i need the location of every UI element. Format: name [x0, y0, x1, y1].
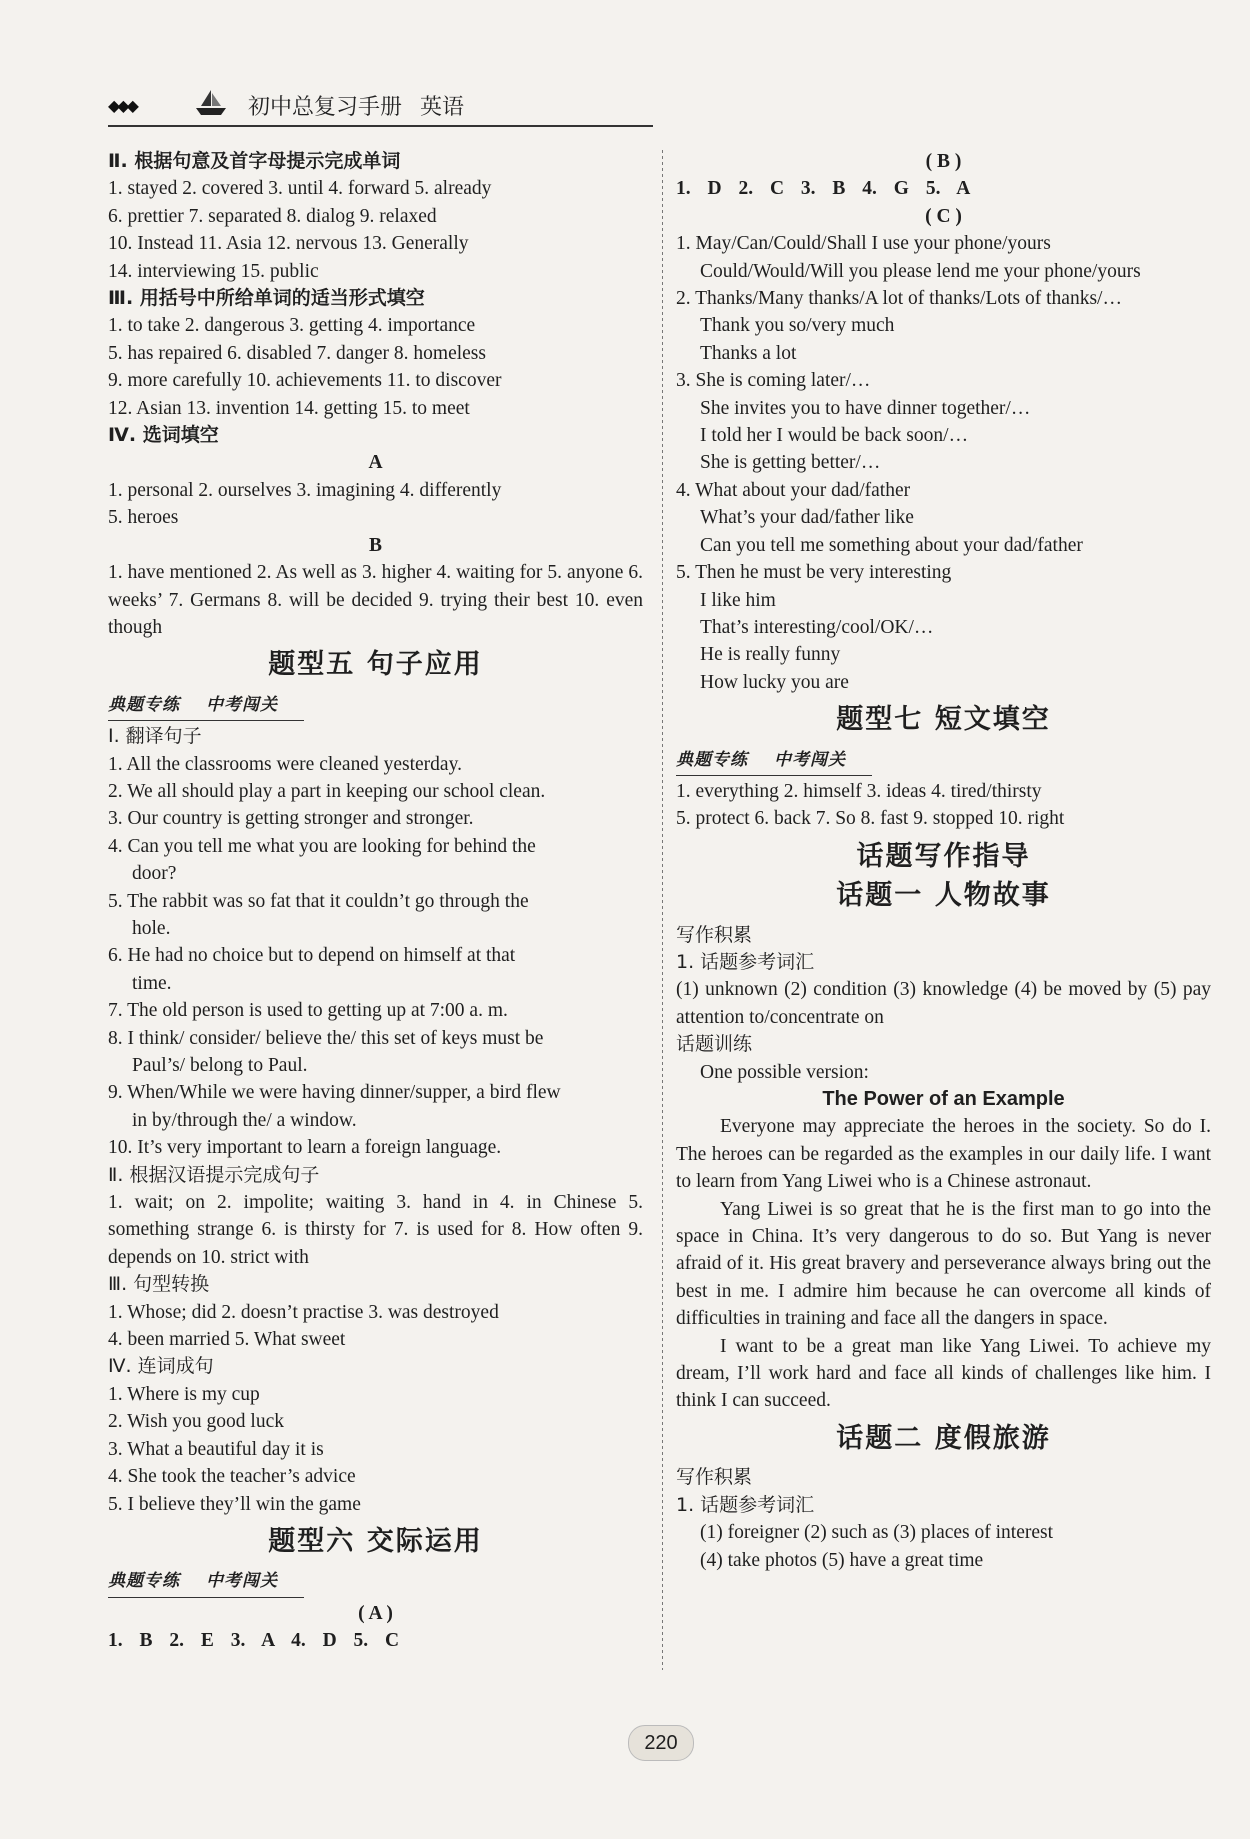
header-rule [108, 125, 653, 127]
answer-line: 7. The old person is used to getting up at 7:00 a. m. [108, 1000, 508, 1022]
answer-line-continued: door? [132, 863, 177, 885]
answer-line: 5. Then he must be very interesting [676, 562, 952, 584]
answer-line-continued: I like him [700, 589, 776, 611]
page-header [108, 88, 1128, 128]
answer-line: 5. heroes [108, 507, 179, 529]
subsection-heading: 写作积累 [676, 923, 753, 946]
answer-line: 6. He had no choice but to depend on himself at that [108, 945, 516, 967]
part-label: ( A ) [358, 1602, 393, 1624]
answer-line-continued: She invites you to have dinner together/… [700, 397, 1031, 419]
answer-line-continued: Paul’s/ belong to Paul. [132, 1055, 308, 1076]
section-title: 题型六 交际运用 [268, 1525, 483, 1557]
answer-line: 1. everything 2. himself 3. ideas 4. tired/thirsty [676, 780, 1042, 802]
answer-line: 1. to take 2. dangerous 3. getting 4. importance [108, 315, 476, 337]
answer-line: 4. What about your dad/father [676, 479, 911, 501]
subsection-heading: 话题训练 [676, 1033, 753, 1056]
answer-line: 1. personal 2. ourselves 3. imagining 4. differently [108, 479, 502, 501]
diamond-icon: ◆◆◆ [108, 98, 136, 115]
answer-line: 14. interviewing 15. public [108, 260, 319, 282]
answer-line-continued: Can you tell me something about your dad/father [700, 534, 1083, 556]
section-banner [108, 692, 304, 721]
answer-line: 1. D 2. C 3. B 4. G 5. A [676, 178, 971, 200]
answer-line: 1. Where is my cup [108, 1383, 260, 1405]
answer-line: 4. She took the teacher’s advice [108, 1466, 356, 1488]
answer-line: 8. I think/ consider/ believe the/ this set of keys must be [108, 1027, 544, 1049]
section-title: 话题写作指导 [856, 840, 1031, 872]
section-title: 话题二 度假旅游 [836, 1422, 1051, 1454]
answer-line: 9. When/While we were having dinner/supper, a bird flew [108, 1082, 561, 1104]
answer-line: 4. Can you tell me what you are looking for behind the [108, 835, 536, 857]
subsection-heading: Ⅰ. 翻译句子 [108, 725, 202, 748]
answer-line-continued: Thanks a lot [700, 342, 797, 364]
answer-line: 12. Asian 13. invention 14. getting 15. to meet [108, 397, 470, 419]
answer-line-continued: hole. [132, 917, 171, 939]
answer-line: 5. I believe they’ll win the game [108, 1493, 361, 1515]
subsection-heading: 写作积累 [676, 1466, 753, 1489]
answer-line-continued: (4) take photos (5) have a great time [700, 1549, 984, 1571]
answer-line-continued: Could/Would/Will you please lend me your phone/yours [700, 260, 1141, 282]
answer-line: 1. stayed 2. covered 3. until 4. forward 5. already [108, 178, 492, 200]
answer-line: 3. She is coming later/… [676, 370, 871, 392]
section-title: 题型七 短文填空 [836, 704, 1051, 736]
answer-line-continued: She is getting better/… [700, 452, 881, 474]
section-banner [108, 1568, 304, 1597]
answer-line-continued: He is really funny [700, 644, 841, 666]
part-label: ( B ) [925, 151, 962, 172]
banner-label: 典题专练 [676, 749, 748, 770]
answer-line-continued: time. [132, 972, 172, 994]
answer-line: 3. What a beautiful day it is [108, 1438, 324, 1460]
answer-paragraph: 1. wait; on 2. impolite; waiting 3. hand in 4. in Chinese 5. something strange 6. is thirsty for 7. is used for 8. How often 9. depends on 10. strict with [108, 1192, 643, 1268]
column-divider [662, 150, 663, 1670]
subsection-heading: 1. 话题参考词汇 [676, 950, 815, 973]
section-title: 题型五 句子应用 [268, 649, 483, 681]
answer-line-continued: I told her I would be back soon/… [700, 425, 969, 447]
part-label: ( C ) [925, 205, 962, 227]
part-label: A [368, 452, 383, 474]
answer-line: 3. Our country is getting stronger and stronger. [108, 808, 474, 830]
answer-line: 5. protect 6. back 7. So 8. fast 9. stopped 10. right [676, 808, 1065, 830]
answer-line-continued: Thank you so/very much [700, 315, 895, 337]
answer-line: 1. May/Can/Could/Shall I use your phone/yours [676, 233, 1051, 255]
answer-paragraph: 1. have mentioned 2. As well as 3. higher 4. waiting for 5. anyone 6. weeks’ 7. Germans 8. will be decided 9. trying their best 10. even though [108, 562, 643, 638]
banner-label: 中考闯关 [206, 694, 278, 715]
banner-label: 典题专练 [108, 694, 180, 715]
right-column [676, 148, 1211, 1574]
answer-line: 1. All the classrooms were cleaned yesterday. [108, 753, 462, 775]
part-label: B [368, 534, 382, 556]
subsection-heading: 1. 话题参考词汇 [676, 1493, 815, 1516]
answer-line-continued: That’s interesting/cool/OK/… [700, 616, 934, 638]
subsection-heading: Ⅳ. 连词成句 [108, 1355, 214, 1378]
banner-label: 典题专练 [108, 1571, 180, 1592]
essay-paragraph: I want to be a great man like Yang Liwei. To achieve my dream, I’ll work hard and face all kinds of challenges like him. I think I can succeed. [676, 1335, 1211, 1412]
book-title: 初中总复习手册 英语 [248, 95, 465, 120]
banner-label: 中考闯关 [774, 749, 846, 770]
subsection-heading: Ⅲ. 句型转换 [108, 1273, 210, 1296]
answer-line-continued: How lucky you are [700, 671, 849, 693]
section-heading: Ⅱ. 根据句意及首字母提示完成单词 [108, 150, 401, 172]
answer-paragraph: (1) unknown (2) condition (3) knowledge (4) be moved by (5) pay attention to/concentrate on [676, 979, 1211, 1028]
answer-line: 1. B 2. E 3. A 4. D 5. C [108, 1630, 400, 1652]
answer-line: 5. has repaired 6. disabled 7. danger 8. homeless [108, 342, 486, 364]
answer-line: 10. Instead 11. Asia 12. nervous 13. Generally [108, 233, 469, 255]
answer-line: 9. more carefully 10. achievements 11. to discover [108, 370, 502, 392]
answer-line: 2. Thanks/Many thanks/A lot of thanks/Lots of thanks/… [676, 288, 1122, 310]
answer-line-continued: in by/through the/ a window. [132, 1109, 357, 1131]
answer-note: One possible version: [700, 1061, 869, 1083]
answer-line-continued: What’s your dad/father like [700, 507, 914, 529]
section-heading: Ⅳ. 选词填空 [108, 424, 219, 447]
answer-line-continued: (1) foreigner (2) such as (3) places of interest [700, 1522, 1054, 1544]
section-heading: Ⅲ. 用括号中所给单词的适当形式填空 [108, 287, 425, 310]
answer-line: 2. We all should play a part in keeping our school clean. [108, 780, 546, 802]
left-column [108, 148, 643, 1655]
banner-label: 中考闯关 [206, 1571, 278, 1592]
page-number: 220 [628, 1725, 694, 1761]
answer-line: 10. It’s very important to learn a foreign language. [108, 1137, 502, 1159]
essay-paragraph: Yang Liwei is so great that he is the first man to go into the space in China. It’s very dangerous to do so. But Yang is never afraid of it. His great bravery and perseverance always bring out the best in me. I admire him because he can overcome all kinds of difficulties in training and face all the dangers in space. [676, 1198, 1211, 1330]
section-banner [676, 747, 872, 776]
answer-line: 5. The rabbit was so fat that it couldn’t go through the [108, 890, 529, 912]
essay-title: The Power of an Example [822, 1088, 1065, 1110]
answer-line: 4. been married 5. What sweet [108, 1329, 346, 1351]
subject-label: 英语 [420, 95, 465, 120]
section-title: 话题一 人物故事 [836, 880, 1051, 912]
answer-line: 6. prettier 7. separated 8. dialog 9. relaxed [108, 205, 437, 227]
essay-paragraph: Everyone may appreciate the heroes in the society. So do I. The heroes can be regarded as the examples in our daily life. I want to learn from Yang Liwei who is a Chinese astronaut. [676, 1116, 1211, 1193]
answer-line: 1. Whose; did 2. doesn’t practise 3. was destroyed [108, 1301, 499, 1323]
answer-line: 2. Wish you good luck [108, 1411, 284, 1433]
boat-icon [193, 88, 229, 118]
subsection-heading: Ⅱ. 根据汉语提示完成句子 [108, 1163, 320, 1186]
